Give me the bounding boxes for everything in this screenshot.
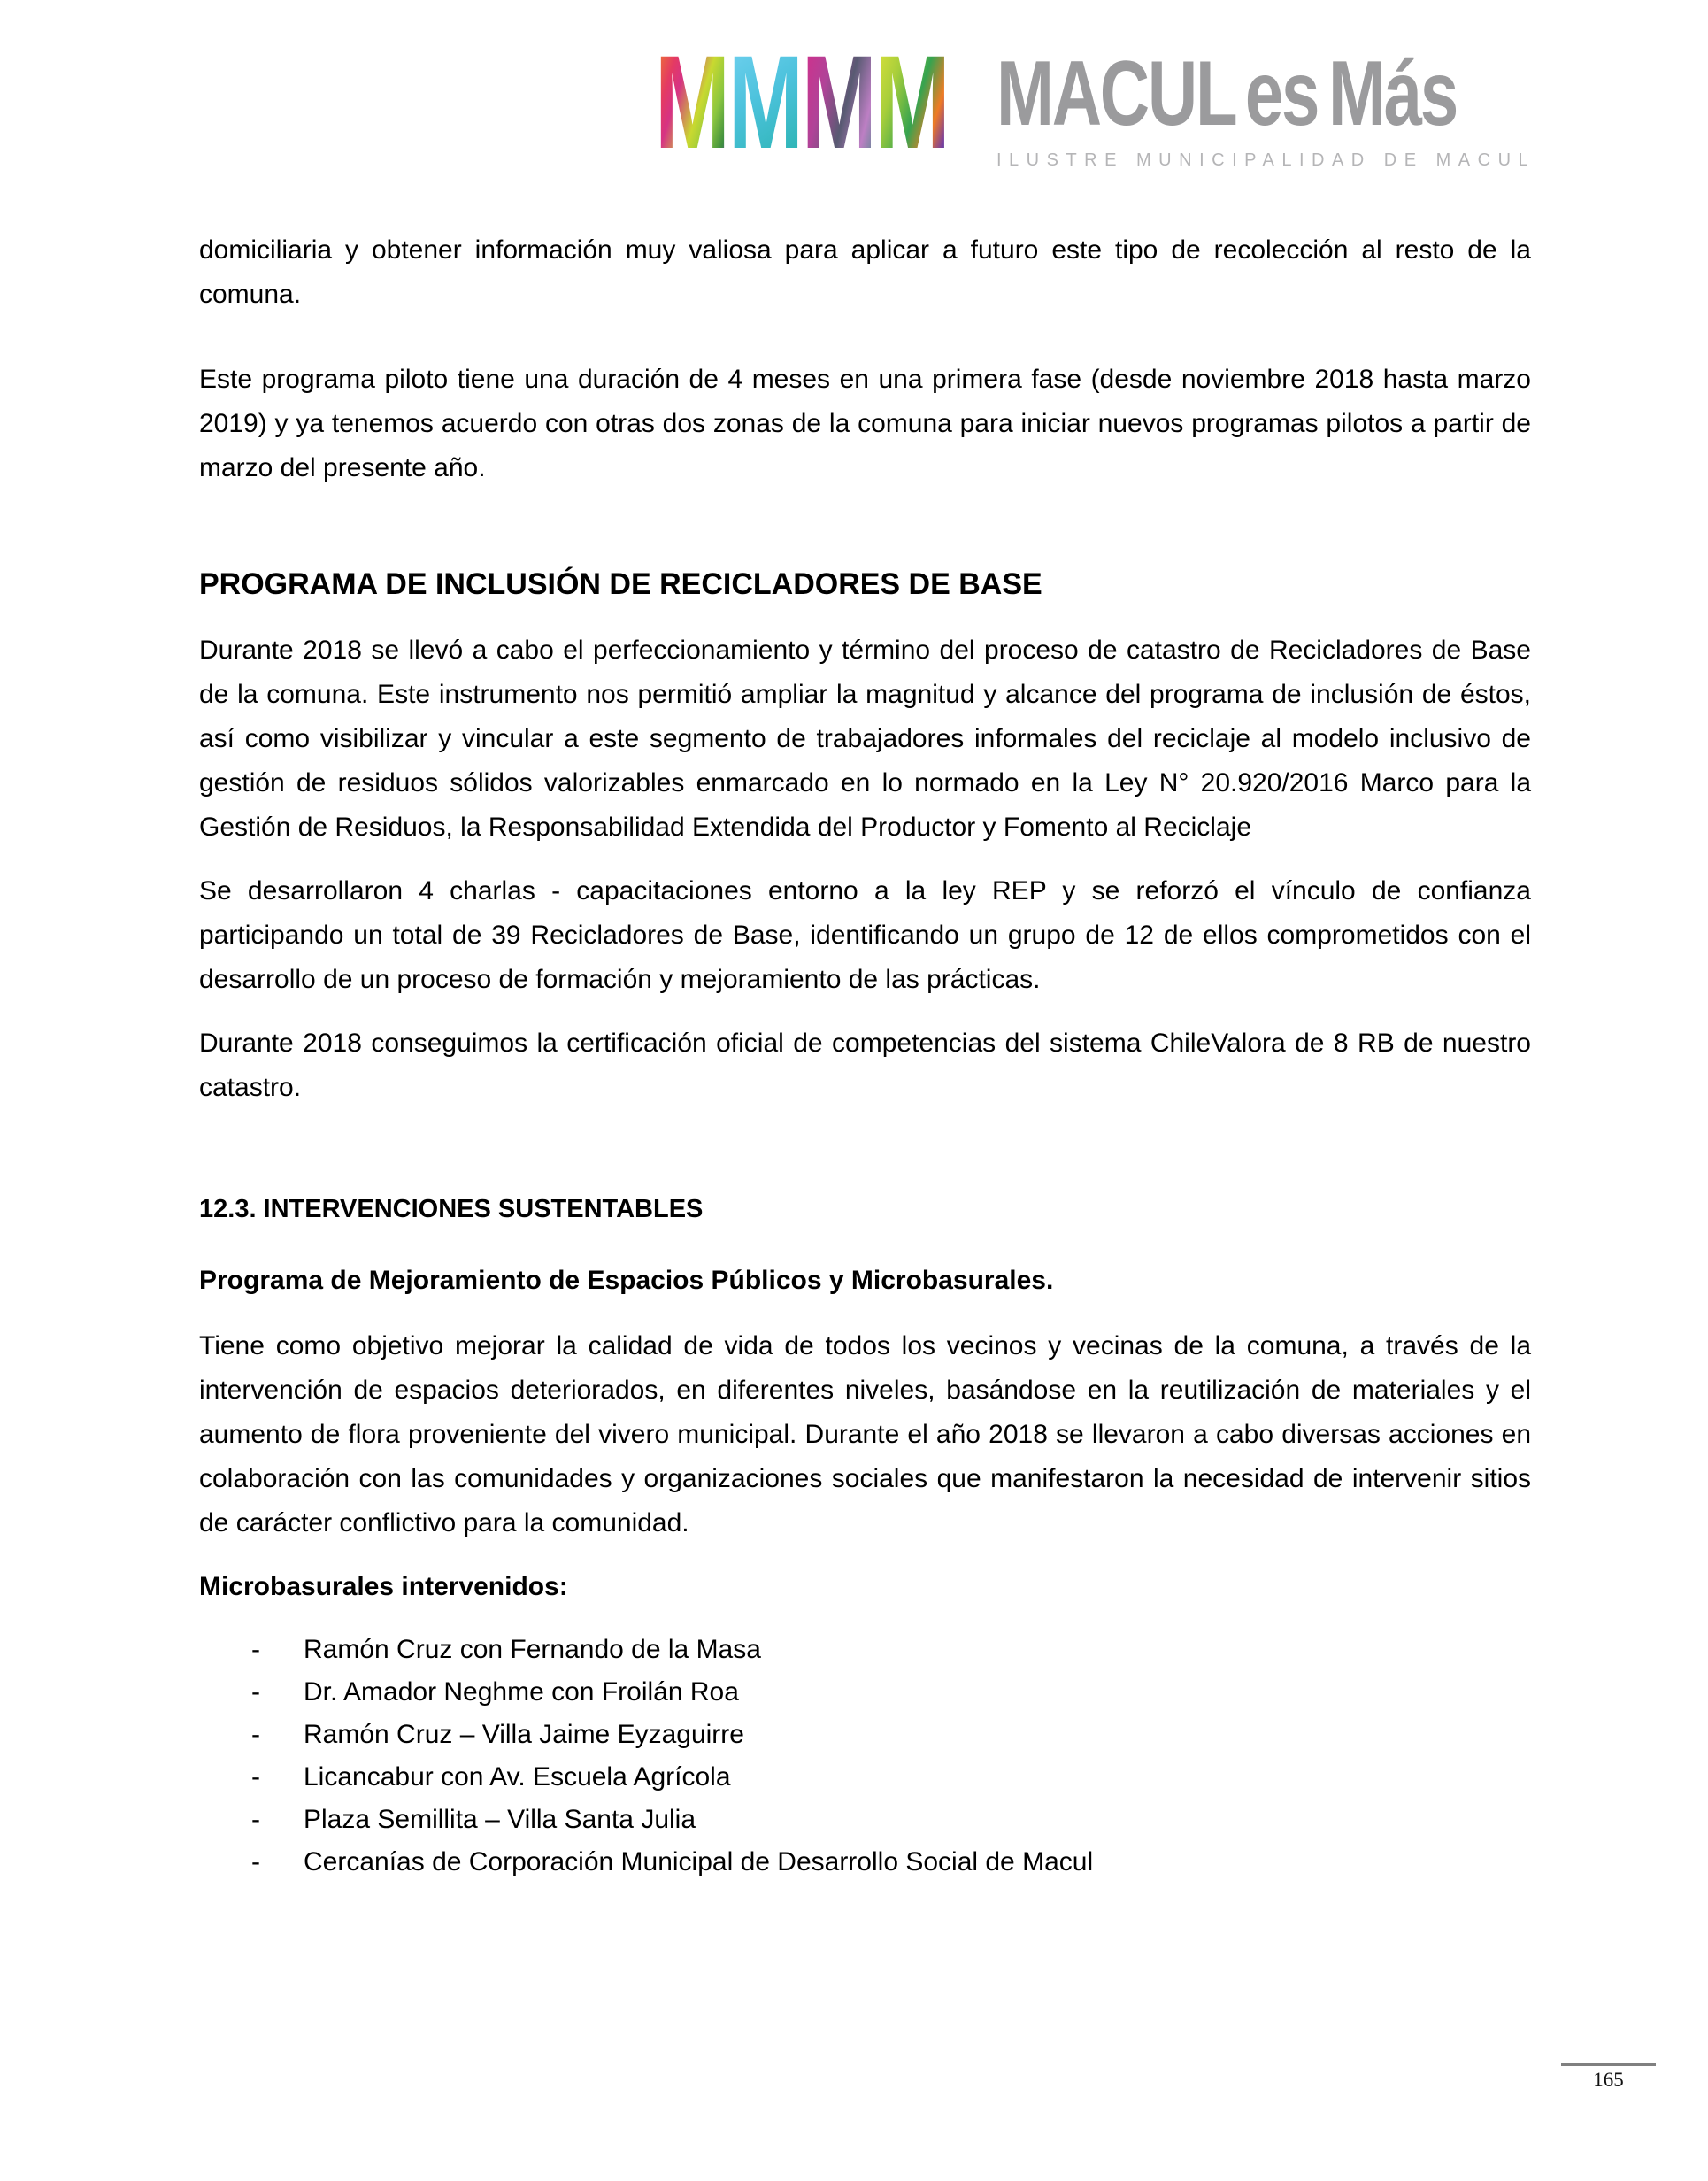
- section-heading-recicladores: PROGRAMA DE INCLUSIÓN DE RECICLADORES DE BASE: [199, 567, 1042, 601]
- list-item: [199, 1841, 1531, 1884]
- list-item: [199, 1671, 1531, 1714]
- list-item: [199, 1714, 1531, 1756]
- list-dash: -: [251, 1847, 260, 1877]
- paragraph-catastro: Durante 2018 se llevó a cabo el perfeccionamiento y término del proceso de catastro de Recicladores de Base de la comuna. Este instrumento nos permitió ampliar la magnitud y alcance del programa de inclusión de éstos, así como visibilizar y vincular a este segmento de trabajadores informales del reciclaje al modelo inclusivo de gestión de residuos sólidos valorizables enmarcado en lo normado en la Ley N° 20.920/2016 Marco para la Gestión de Residuos, la Responsabilidad Extendida del Productor y Fomento al Reciclaje: [199, 636, 1531, 842]
- paragraph-objetivo: Tiene como objetivo mejorar la calidad de vida de todos los vecinos y vecinas de la comuna, a través de la intervención de espacios deteriorados, en diferentes niveles, basándose en la reutilización de materiales y el aumento de flora proveniente del vivero municipal. Durante el año 2018 se llevaron a cabo diversas acciones en colaboración con las comunidades y organizaciones sociales que manifestaron la necesidad de intervenir sitios de carácter conflictivo para la comunidad.: [199, 1331, 1531, 1537]
- page-number: 165: [1593, 2069, 1624, 2091]
- list-item-text: Ramón Cruz con Fernando de la Masa: [304, 1635, 761, 1664]
- paragraph-programa-piloto: Este programa piloto tiene una duración de 4 meses en una primera fase (desde noviembre 2018 hasta marzo 2019) y ya tenemos acuerdo con otras dos zonas de la comuna para iniciar nuevos programas pilotos a partir de marzo del presente año.: [199, 365, 1531, 482]
- list-title-microbasurales: Microbasurales intervenidos:: [199, 1572, 568, 1601]
- list-item: [199, 1756, 1531, 1799]
- list-dash: -: [251, 1720, 260, 1749]
- list-dash: -: [251, 1677, 260, 1707]
- list-item: [199, 1629, 1531, 1671]
- list-item-text: Cercanías de Corporación Municipal de Desarrollo Social de Macul: [304, 1847, 1094, 1877]
- logo-m-icon: M: [727, 27, 802, 176]
- section-heading-intervenciones: 12.3. INTERVENCIONES SUSTENTABLES: [199, 1195, 704, 1223]
- paragraph-chilevalora: Durante 2018 conseguimos la certificación oficial de competencias del sistema ChileValora de 8 RB de nuestro catastro.: [199, 1029, 1531, 1102]
- logo-title: MACUL es Más: [996, 42, 1458, 145]
- list-item-text: Licancabur con Av. Escuela Agrícola: [304, 1762, 731, 1792]
- logo-m-icon: M: [874, 27, 949, 176]
- document-body: [199, 0, 1531, 1884]
- list-dash: -: [251, 1762, 260, 1792]
- list-dash: -: [251, 1635, 260, 1664]
- logo-m-icon: M: [801, 27, 875, 176]
- list-item-text: Dr. Amador Neghme con Froilán Roa: [304, 1677, 739, 1707]
- list-item: [199, 1799, 1531, 1841]
- microbasurales-list: [199, 1629, 1531, 1884]
- footer-divider: [1561, 2063, 1656, 2066]
- paragraph-recoleccion: domiciliaria y obtener información muy valiosa para aplicar a futuro este tipo de recolección al resto de la comuna.: [199, 235, 1531, 309]
- logo-tagline: ILUSTRE MUNICIPALIDAD DE MACUL: [996, 150, 1536, 170]
- list-item-text: Plaza Semillita – Villa Santa Julia: [304, 1805, 696, 1834]
- logo-m-icon: M: [655, 27, 728, 176]
- paragraph-charlas: Se desarrollaron 4 charlas - capacitaciones entorno a la ley REP y se reforzó el vínculo de confianza participando un total de 39 Recicladores de Base, identificando un grupo de 12 de ellos comprometidos con el desarrollo de un proceso de formación y mejoramiento de las prácticas.: [199, 876, 1531, 994]
- list-dash: -: [251, 1805, 260, 1834]
- list-item-text: Ramón Cruz – Villa Jaime Eyzaguirre: [304, 1720, 744, 1749]
- subsection-heading-mejoramiento: Programa de Mejoramiento de Espacios Públicos y Microbasurales.: [199, 1266, 1054, 1295]
